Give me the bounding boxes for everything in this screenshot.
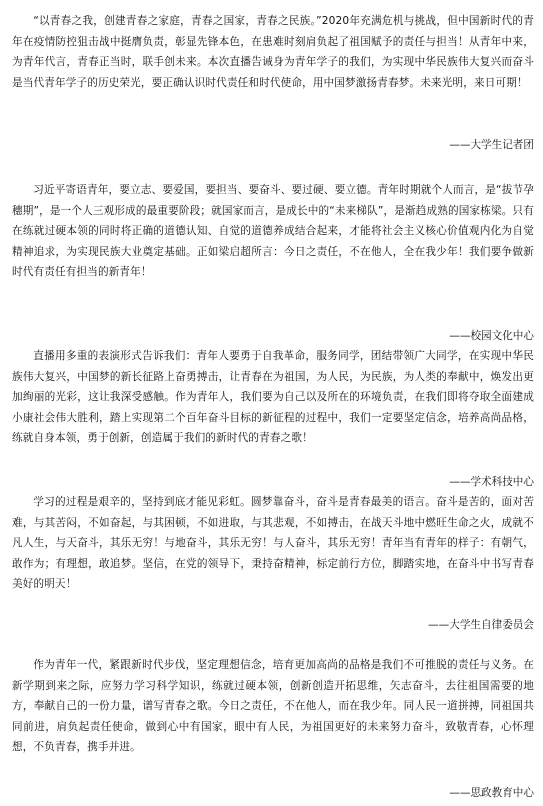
section-self-discipline bbox=[12, 492, 534, 631]
paragraph-text: 学习的过程是艰辛的，坚持到底才能见彩虹。圆梦靠奋斗，奋斗是青春最美的语言。奋斗是苦的，面对苦难，与其苦闷，不如奋起，与其困顿，不如进取，与其悲观，不如搏击，在战天斗地中燃旺生命之火，成就不凡人生，与天奋斗，其乐无穷！与地奋斗，其乐无穷！与人奋斗，其乐无穷！青年当有青年的样子：有朝气，敢作为；有理想，敢追梦。坚信，在党的领导下，秉持奋精神，标定前行方位，脚踏实地，在奋斗中书写青春美好的明天！ bbox=[12, 496, 534, 591]
signature: ——学术科技中心 bbox=[449, 476, 534, 488]
signature: ——大学生自律委员会 bbox=[428, 619, 534, 631]
paragraph-text: 直播用多重的表演形式告诉我们：青年人要勇于自我革命，服务同学，团结带领广大同学，在实现中华民族伟大复兴，中国梦的新长征路上奋勇搏击，让青春在为祖国，为人民，为民族，为人类的奉献中，焕发出更加绚丽的光彩，这让我深受感触。作为青年人，我们要为自己以及所在的环境负责，在我们即将夺取全面建成小康社会伟大胜利，踏上实现第二个百年奋斗目标的新征程的过程中，我们一定要坚定信念，培养高尚品格，练就自身本领，勇于创新，创造属于我们的新时代的青春之歌！ bbox=[12, 350, 534, 445]
signature: ——校园文化中心 bbox=[449, 330, 534, 342]
section-campus-culture bbox=[12, 180, 534, 342]
section-ideology-education bbox=[12, 655, 534, 799]
paragraph-text: 作为青年一代，紧跟新时代步伐，坚定理想信念，培育更加高尚的品格是我们不可推脱的责任与义务。在新学期到来之际，应努力学习科学知识，练就过硬本领，创新创造开拓思维，矢志奋斗，去往祖国需要的地方，奉献自己的一份力量，谱写青春之歌。今日之责任，不在他人，而在我少年。同人民一道拼搏，同祖国共同前进，肩负起责任使命，做到心中有国家，眼中有人民，为祖国更好的未来努力奋斗，致敬青春，心怀理想，不负青春，携手并进。 bbox=[12, 659, 534, 754]
section-academic-tech bbox=[12, 346, 534, 488]
paragraph-text: 习近平寄语青年，要立志、要爱国，要担当、要奋斗、要过硬、要立德。青年时期就个人而言，是“拔节孕穗期”，是一个人三观形成的最重要阶段；就国家而言，是成长中的“未来梯队”，是渐趋成熟的国家栋梁。只有在练就过硬本领的同时将正确的道德认知、自觉的道德养成结合起来，才能将社会主义核心价值观内化为自觉精神追求，为实现民族大业奠定基础。正如梁启超所言：今日之责任，不在他人，全在我少年！我们要争做新时代有责任有担当的新青年！ bbox=[12, 184, 534, 279]
section-journalist-group bbox=[12, 11, 534, 151]
paragraph-text: “以青春之我，创建青春之家庭，青春之国家，青春之民族。”2020年充满危机与挑战，但中国新时代的青年在疫情防控狙击战中挺膺负责，彰显先锋本色，在患难时刻肩负起了祖国赋予的责任与担当！从青年中来，为青年代言，青春正当时，联手创未来。本次直播告诫身为青年学子的我们，为实现中华民族伟大复兴而奋斗是当代青年学子的历史荣光，要正确认识时代责任和时代使命，用中国梦激扬青春梦。未来光明，来日可期！ bbox=[12, 15, 534, 89]
signature: ——大学生记者团 bbox=[449, 139, 534, 151]
signature: ——思政教育中心 bbox=[449, 787, 534, 799]
